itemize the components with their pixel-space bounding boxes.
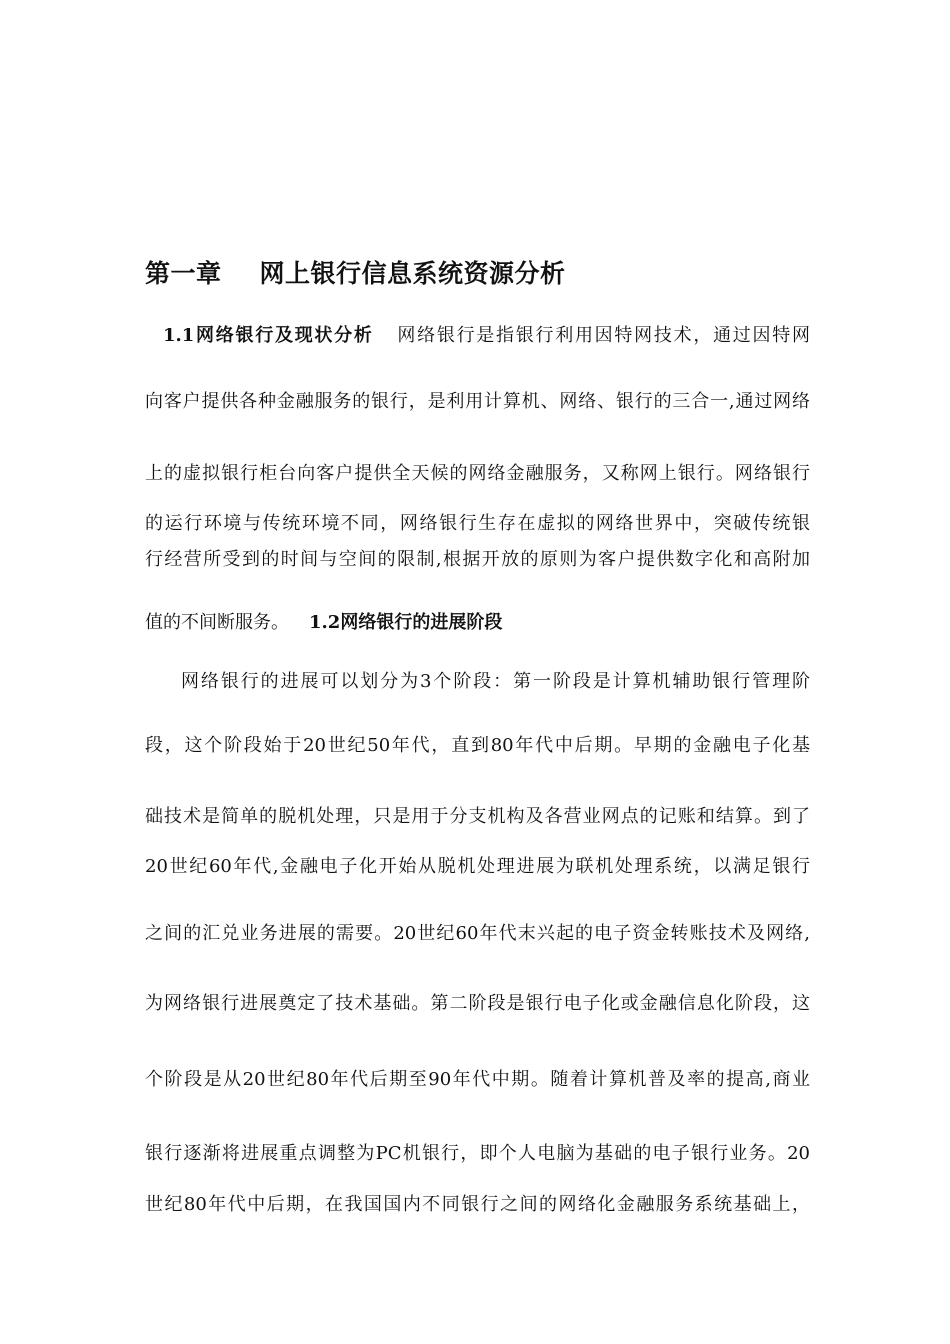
paragraph-text: 网络银行是指银行利用因特网技术，通过因特网 [395, 325, 810, 346]
chapter-title [145, 254, 566, 290]
paragraph-line: 网络银行的进展可以划分为3个阶段：第一阶段是计算机辅助银行管理阶 [181, 671, 810, 692]
paragraph-line: 行经营所受到的时间与空间的限制,根据开放的原则为客户提供数字化和高附加 [145, 549, 810, 570]
paragraph-line: 上的虚拟银行柜台向客户提供全天候的网络金融服务，又称网上银行。网络银行 [145, 463, 810, 484]
paragraph-line [145, 611, 810, 635]
section-heading-1-1: 1.1网络银行及现状分析 [163, 325, 374, 346]
paragraph-line: 20世纪60年代,金融电子化开始从脱机处理进展为联机处理系统，以满足银行 [145, 856, 810, 877]
paragraph-text: 值的不间断服务。 [145, 612, 289, 633]
paragraph-line: 向客户提供各种金融服务的银行，是利用计算机、网络、银行的三合一,通过网络 [145, 391, 810, 412]
paragraph-line: 段，这个阶段始于20世纪50年代，直到80年代中后期。早期的金融电子化基 [145, 735, 810, 756]
paragraph-line: 世纪80年代中后期，在我国国内不同银行之间的网络化金融服务系统基础上， [145, 1194, 810, 1215]
paragraph-line: 的运行环境与传统环境不同，网络银行生存在虚拟的网络世界中，突破传统银 [145, 513, 810, 534]
paragraph-line: 之间的汇兑业务进展的需要。20世纪60年代末兴起的电子资金转账技术及网络, [145, 923, 810, 944]
paragraph-line: 为网络银行进展奠定了技术基础。第二阶段是银行电子化或金融信息化阶段，这 [145, 993, 810, 1014]
chapter-title-text: 网上银行信息系统资源分析 [259, 259, 566, 288]
paragraph-line [163, 324, 810, 348]
section-heading-1-2: 1.2网络银行的进展阶段 [309, 612, 503, 633]
paragraph-line: 础技术是简单的脱机处理，只是用于分支机构及各营业网点的记账和结算。到了 [145, 806, 810, 827]
paragraph-line: 个阶段是从20世纪80年代后期至90年代中期。随着计算机普及率的提高,商业 [145, 1069, 810, 1090]
chapter-number: 第一章 [145, 259, 222, 288]
paragraph-line: 银行逐渐将进展重点调整为PC机银行，即个人电脑为基础的电子银行业务。20 [145, 1143, 810, 1164]
